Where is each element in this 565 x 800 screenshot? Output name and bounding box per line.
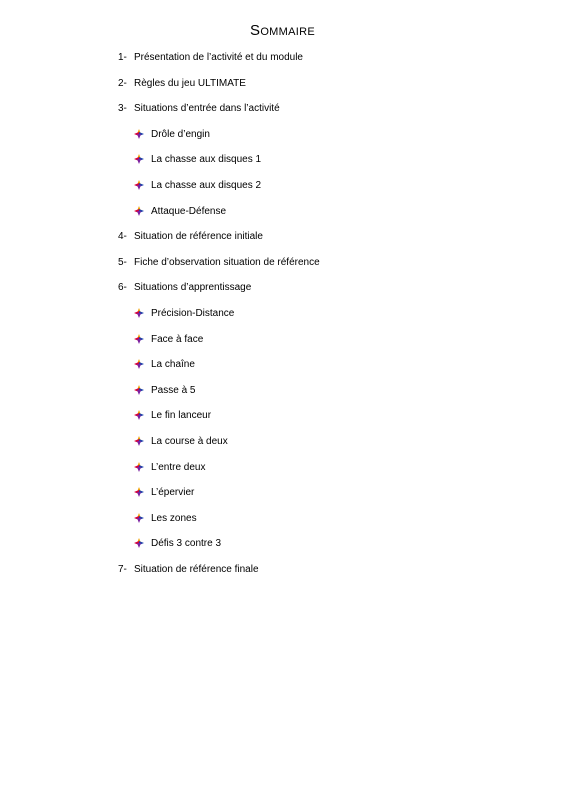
- subitem-label: Attaque-Défense: [151, 205, 227, 217]
- diamond-bullet-icon: [134, 513, 144, 523]
- section-label: Règles du jeu ULTIMATE: [134, 77, 246, 89]
- subitem-label: Précision-Distance: [151, 308, 235, 319]
- diamond-bullet-icon: [134, 359, 144, 369]
- subitem-label: La chaîne: [151, 359, 195, 371]
- section-number: 4-: [118, 231, 127, 243]
- subitem-label: La course à deux: [151, 436, 228, 447]
- diamond-bullet-icon: [134, 129, 144, 139]
- diamond-bullet-icon: [134, 334, 144, 344]
- subitem-label: Passe à 5: [151, 384, 196, 396]
- subitem-label: Drôle d’engin: [151, 128, 210, 140]
- section-label: Situations d’apprentissage: [134, 282, 252, 294]
- section-number: 5-: [118, 256, 127, 268]
- section-label: Situation de référence finale: [134, 564, 259, 575]
- diamond-bullet-icon: [134, 487, 144, 497]
- subitem-label: L’entre deux: [151, 461, 206, 473]
- diamond-bullet-icon: [134, 385, 144, 395]
- subitem-label: Face à face: [151, 333, 204, 345]
- section-label: Présentation de l’activité et du module: [134, 52, 303, 63]
- diamond-bullet-icon: [134, 154, 144, 164]
- subitem-label: La chasse aux disques 1: [151, 154, 262, 166]
- section-number: 3-: [118, 103, 127, 115]
- section-label: Situations d’entrée dans l’activité: [134, 103, 280, 115]
- diamond-bullet-icon: [134, 206, 144, 216]
- title-initial: S: [250, 22, 261, 39]
- title-small-caps: OMMAIRE: [260, 26, 315, 38]
- section-label: Fiche d’observation situation de référence: [134, 256, 320, 268]
- subitem-label: Les zones: [151, 512, 197, 524]
- section-number: 1-: [118, 52, 127, 63]
- diamond-bullet-icon: [134, 410, 144, 420]
- subitem-label: Défis 3 contre 3: [151, 538, 222, 550]
- diamond-bullet-icon: [134, 436, 144, 446]
- section-number: 6-: [118, 282, 127, 294]
- section-number: 2-: [118, 77, 127, 89]
- diamond-bullet-icon: [134, 538, 144, 548]
- subitem-label: La chasse aux disques 2: [151, 180, 262, 191]
- subitem-label: Le fin lanceur: [151, 410, 212, 422]
- diamond-bullet-icon: [134, 308, 144, 318]
- diamond-bullet-icon: [134, 180, 144, 190]
- subitem-label: L’épervier: [151, 487, 195, 499]
- section-label: Situation de référence initiale: [134, 231, 263, 243]
- diamond-bullet-icon: [134, 462, 144, 472]
- section-number: 7-: [118, 564, 127, 575]
